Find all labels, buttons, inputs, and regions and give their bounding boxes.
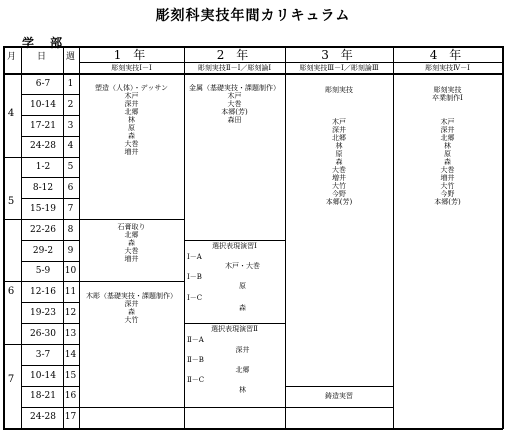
month-cell: 4: [7, 108, 15, 119]
date-cell: 18-21: [30, 391, 56, 401]
week-cell: 12: [64, 308, 77, 318]
week-cell: 16: [64, 391, 77, 401]
year2-course: 彫刻実技Ⅱ－Ⅰ／彫刻論Ⅰ: [197, 64, 272, 72]
week-cell: 1: [67, 79, 74, 89]
week-cell: 2: [67, 100, 74, 110]
staff-name: 深井: [235, 346, 250, 354]
group-label: Ⅱ－C: [187, 376, 205, 384]
date-cell: 19-23: [30, 308, 56, 318]
year3-casting: 鋳造実習: [325, 392, 353, 400]
week-cell: 13: [64, 329, 77, 339]
month-cell: 7: [7, 374, 15, 385]
date-cell: 6-7: [35, 79, 51, 89]
year4-header: 4 年: [429, 48, 466, 62]
year1-course: 彫刻実技Ⅰ－Ⅰ: [111, 64, 152, 72]
date-cell: 15-19: [30, 204, 56, 214]
group-label: Ⅰ－A: [187, 253, 202, 261]
year1-block-plaster: 石膏取り 北郷 森 大巻 増井: [117, 223, 146, 263]
date-cell: 10-14: [30, 371, 56, 381]
month-header: 月: [6, 52, 17, 62]
year3-block-title: 彫刻実技: [325, 86, 353, 94]
week-cell: 15: [64, 371, 77, 381]
year3-header: 3 年: [321, 48, 357, 62]
page-title: 彫刻科実技年間カリキュラム: [155, 8, 351, 24]
year4-block: 彫刻実技 卒業制作Ⅰ: [432, 86, 463, 102]
week-cell: 14: [64, 350, 77, 360]
year2-block-metal: 金属（基礎実技・課題制作） 木戸 大巻 本郷(芳) 森田: [189, 84, 280, 124]
year1-header: 1 年: [113, 48, 150, 62]
week-cell: 6: [67, 183, 74, 193]
department-label: 学 部: [22, 36, 69, 50]
date-cell: 5-9: [35, 266, 51, 276]
month-cell: 6: [7, 286, 15, 297]
year1-block-woodcarving: 木彫（基礎実技・課題制作） 深井 森 大竹: [86, 292, 177, 324]
year4-staff-list: 木戸 深井 北郷 林 原 森 大巻 増井 大竹 今野 本郷(芳): [434, 118, 461, 206]
date-cell: 12-16: [30, 287, 56, 297]
staff-name: 木戸・大巻: [225, 262, 260, 270]
month-cell: 5: [7, 196, 15, 207]
staff-name: 原: [239, 282, 246, 290]
week-header: 週: [65, 52, 76, 62]
staff-name: 林: [239, 386, 246, 394]
group-label: Ⅰ－B: [187, 273, 202, 281]
group-label: Ⅰ－C: [187, 294, 203, 302]
year4-course: 彫刻実技Ⅳ－Ⅰ: [425, 64, 470, 72]
group-label: Ⅱ－A: [187, 336, 204, 344]
week-cell: 3: [67, 121, 74, 131]
week-cell: 8: [67, 225, 74, 235]
date-cell: 10-14: [30, 100, 56, 110]
week-cell: 4: [67, 141, 74, 151]
year1-block-sculpture: 塑造（人体）・デッサン 木戸 深井 北郷 林 原 森 大巻 増井: [94, 84, 168, 156]
week-cell: 10: [64, 266, 77, 276]
week-cell: 7: [67, 204, 74, 214]
year3-staff-list: 木戸 深井 北郷 林 原 森 大巻 増井 大竹 今野 本郷(芳): [325, 118, 353, 206]
staff-name: 北郷: [235, 366, 250, 374]
date-cell: 8-12: [32, 183, 54, 193]
year2-elective1-title: 選択表現演習Ⅰ: [212, 242, 257, 250]
date-cell: 29-2: [32, 246, 54, 256]
date-cell: 24-28: [30, 412, 56, 422]
week-cell: 11: [64, 287, 77, 297]
date-header: 日: [36, 52, 47, 62]
year2-header: 2 年: [216, 48, 253, 62]
group-label: Ⅱ－B: [187, 356, 204, 364]
year2-elective2-title: 選択表現演習Ⅱ: [211, 325, 258, 333]
date-cell: 3-7: [35, 350, 51, 360]
date-cell: 24-28: [30, 141, 56, 151]
date-cell: 26-30: [30, 329, 56, 339]
date-cell: 17-21: [30, 121, 56, 131]
year3-course: 彫刻実技Ⅲ－Ⅰ／彫刻論Ⅲ: [299, 64, 379, 72]
week-cell: 17: [64, 412, 77, 422]
date-cell: 22-26: [30, 225, 56, 235]
week-cell: 9: [67, 246, 74, 256]
date-cell: 1-2: [35, 162, 51, 172]
staff-name: 森: [239, 304, 246, 312]
week-cell: 5: [67, 162, 74, 172]
